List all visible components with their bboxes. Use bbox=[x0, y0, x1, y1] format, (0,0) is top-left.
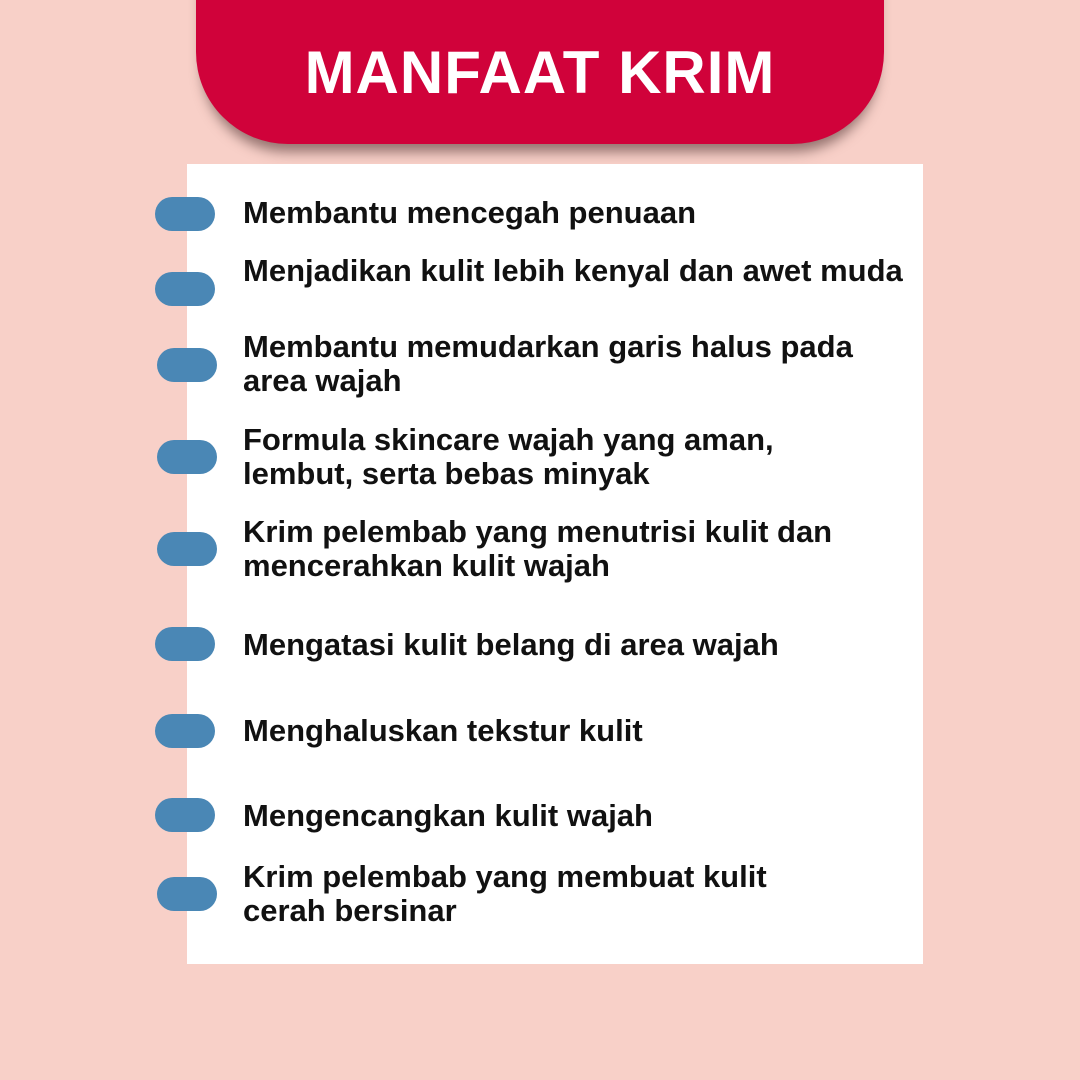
bullet-pill bbox=[157, 348, 217, 382]
benefit-item: Krim pelembab yang menutrisi kulit dan mencerahkan kulit wajah bbox=[243, 514, 833, 583]
bullet-pill bbox=[155, 197, 215, 231]
bullet-pill bbox=[157, 440, 217, 474]
benefit-item: Formula skincare wajah yang aman, lembut, serta bebas minyak bbox=[243, 422, 774, 491]
benefit-item: Krim pelembab yang membuat kulit cerah bersinar bbox=[243, 859, 767, 928]
bullet-pill bbox=[157, 877, 217, 911]
bullet-pill bbox=[155, 798, 215, 832]
page-title: MANFAAT KRIM bbox=[304, 38, 776, 106]
bullet-pill bbox=[155, 714, 215, 748]
bullet-pill bbox=[155, 272, 215, 306]
benefit-item: Membantu mencegah penuaan bbox=[243, 195, 697, 230]
bullet-pill bbox=[155, 627, 215, 661]
benefit-item: Membantu memudarkan garis halus pada area wajah bbox=[243, 329, 853, 398]
benefit-item: Mengatasi kulit belang di area wajah bbox=[243, 627, 779, 662]
benefit-item: Menghaluskan tekstur kulit bbox=[243, 713, 643, 748]
title-banner bbox=[196, 0, 884, 144]
benefit-item: Mengencangkan kulit wajah bbox=[243, 798, 653, 833]
bullet-pill bbox=[157, 532, 217, 566]
benefit-item: Menjadikan kulit lebih kenyal dan awet muda bbox=[243, 253, 903, 288]
